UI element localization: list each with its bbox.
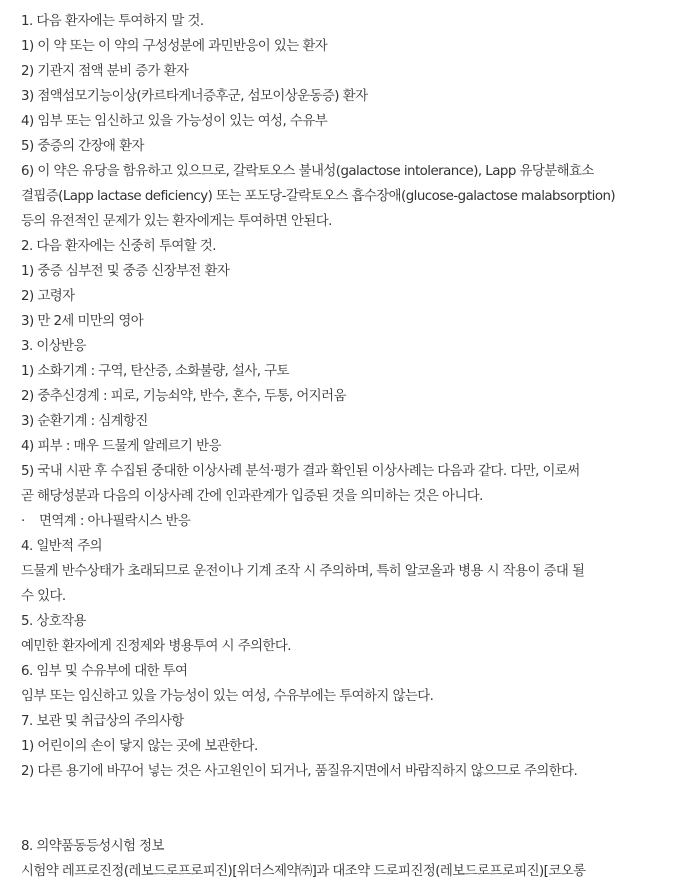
adverse-reaction-item: 4) 피부 : 매우 드물게 알레르기 반응 <box>21 439 221 454</box>
bullet-text: 면역계 : 아나필락시스 반응 <box>39 514 191 529</box>
caution-item: 2) 고령자 <box>21 289 75 304</box>
contraindication-item-continued: 결핍증(Lapp lactase deficiency) 또는 포도당-갈락토오스 흡수장애(glucose-galactose malabsorption) <box>21 189 616 204</box>
contraindication-item: 6) 이 약은 유당을 함유하고 있으므로, 갈락토오스 불내성(galactose intolerance), Lapp 유당분해효소 <box>21 164 594 179</box>
caution-item: 1) 중증 심부전 및 중증 신장부전 환자 <box>21 264 230 279</box>
bullet-dot: · <box>21 514 25 529</box>
drug-precautions-document <box>21 9 683 884</box>
storage-item: 2) 다른 용기에 바꾸어 넣는 것은 사고원인이 되거나, 품질유지면에서 바람직하지 않으므로 주의한다. <box>21 764 578 779</box>
pregnancy-text: 임부 또는 임신하고 있을 가능성이 있는 여성, 수유부에는 투여하지 않는다. <box>21 689 434 704</box>
adverse-reaction-item: 3) 순환기계 : 심계항진 <box>21 414 148 429</box>
adverse-reaction-bullet <box>21 509 683 534</box>
section-heading-adverse-reactions: 3. 이상반응 <box>21 339 86 354</box>
contraindication-item: 5) 중증의 간장애 환자 <box>21 139 144 154</box>
section-heading-storage: 7. 보관 및 취급상의 주의사항 <box>21 714 184 729</box>
section-heading-general-precautions: 4. 일반적 주의 <box>21 539 103 554</box>
storage-item: 1) 어린이의 손이 닿지 않는 곳에 보관한다. <box>21 739 258 754</box>
contraindication-item: 4) 임부 또는 임신하고 있을 가능성이 있는 여성, 수유부 <box>21 114 328 129</box>
contraindication-item-continued: 등의 유전적인 문제가 있는 환자에게는 투여하면 안된다. <box>21 214 332 229</box>
adverse-reaction-item: 5) 국내 시판 후 수집된 중대한 이상사례 분석·평가 결과 확인된 이상사례는 다음과 같다. 다만, 이로써 <box>21 464 580 479</box>
bioequivalence-text: 시험약 레프로진정(레보드로프로피진)[위더스제약㈜]과 대조약 드로피진정(레보드로프로피진)[코오롱 <box>21 864 586 879</box>
section-heading-pregnancy: 6. 임부 및 수유부에 대한 투여 <box>21 664 188 679</box>
adverse-reaction-item-continued: 곧 해당성분과 다음의 이상사례 간에 인과관계가 입증된 것을 의미하는 것은 아니다. <box>21 489 483 504</box>
contraindication-item: 1) 이 약 또는 이 약의 구성성분에 과민반응이 있는 환자 <box>21 39 328 54</box>
general-precaution-text: 드물게 반수상태가 초래되므로 운전이나 기계 조작 시 주의하며, 특히 알코올과 병용 시 작용이 증대 될 <box>21 564 585 579</box>
contraindication-item: 2) 기관지 점액 분비 증가 환자 <box>21 64 189 79</box>
interaction-text: 예민한 환자에게 진정제와 병용투여 시 주의한다. <box>21 639 291 654</box>
section-heading-bioequivalence: 8. 의약품동등성시험 정보 <box>21 839 164 854</box>
general-precaution-text-continued: 수 있다. <box>21 589 66 604</box>
adverse-reaction-item: 1) 소화기계 : 구역, 탄산증, 소화불량, 설사, 구토 <box>21 364 289 379</box>
blank-line <box>21 809 683 834</box>
section-heading-interactions: 5. 상호작용 <box>21 614 86 629</box>
section-heading-caution: 2. 다음 환자에는 신중히 투여할 것. <box>21 239 216 254</box>
adverse-reaction-item: 2) 중추신경계 : 피로, 기능쇠약, 반수, 혼수, 두통, 어지러움 <box>21 389 346 404</box>
blank-line <box>21 784 683 809</box>
contraindication-item: 3) 점액섬모기능이상(카르타게너증후군, 섬모이상운동증) 환자 <box>21 89 368 104</box>
section-heading-contraindications: 1. 다음 환자에는 투여하지 말 것. <box>21 14 204 29</box>
caution-item: 3) 만 2세 미만의 영아 <box>21 314 144 329</box>
